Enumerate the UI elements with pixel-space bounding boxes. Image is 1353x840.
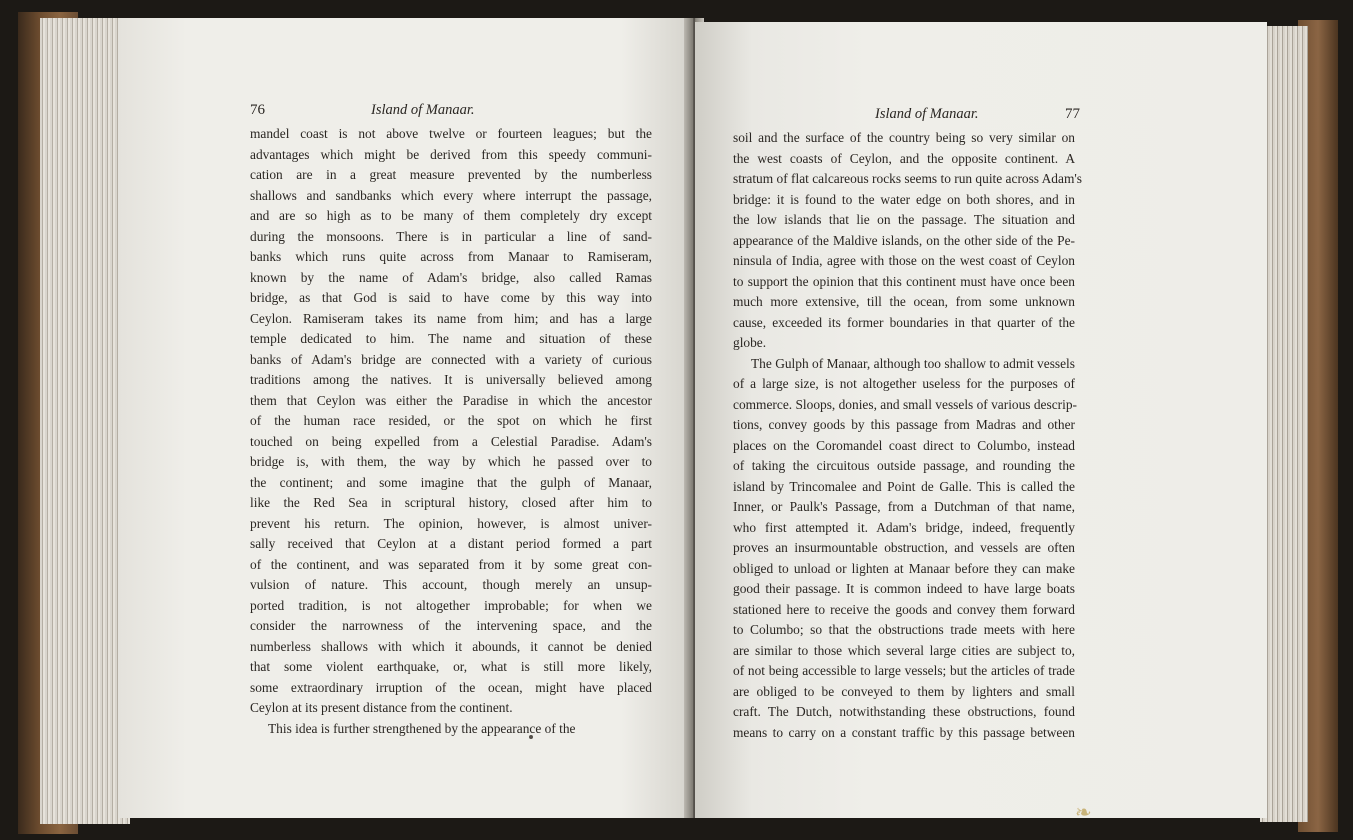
text-line: of not being accessible to large vessels; but the articles of trade — [733, 663, 1075, 678]
text-line: proves an insurmountable obstruction, and vessels are often — [733, 540, 1075, 555]
text-line: The Gulph of Manaar, although too shallow to admit vessels — [751, 355, 1075, 371]
text-line: temple dedicated to him. The name and situation of these — [250, 331, 652, 346]
text-line: bridge: it is found to the water edge on both shores, and in — [733, 191, 1075, 207]
text-line: shallows and sandbanks which every where interrupt the passage, — [250, 187, 652, 203]
ink-mark — [529, 735, 533, 739]
text-line: island by Trincomalee and Point de Galle. This is called the — [733, 478, 1075, 494]
text-line: advantages which might be derived from this speedy communi- — [250, 146, 652, 162]
library-stamp-icon: ❧ — [1075, 800, 1092, 824]
text-line: mandel coast is not above twelve or fourteen leagues; but the — [250, 126, 652, 141]
text-line: of taking the circuitous outside passage, and rounding the — [733, 458, 1075, 473]
text-line: globe. — [733, 335, 767, 350]
text-line: craft. The Dutch, notwithstanding these obstructions, found — [733, 704, 1075, 719]
text-line: means to carry on a constant traffic by this passage between — [733, 724, 1075, 740]
text-line: much more extensive, till the ocean, from some unknown — [733, 294, 1075, 309]
left-page — [118, 18, 690, 818]
text-line: bridge is, with them, the way by which he passed over to — [250, 454, 652, 469]
text-line: to Columbo; so that the obstructions trade meets with here — [733, 622, 1075, 637]
text-line: banks which runs quite across from Manaar to Ramiseram, — [250, 249, 652, 264]
text-line: commerce. Sloops, donies, and small vessels of various descrip- — [733, 396, 1077, 412]
text-line: sally received that Ceylon at a distant period formed a part — [250, 536, 652, 551]
text-line: vulsion of nature. This account, though merely an unsup- — [250, 577, 652, 592]
text-line: cause, exceeded its former boundaries in that quarter of the — [733, 314, 1075, 330]
text-line: prevent his return. The opinion, however, is almost univer- — [250, 515, 652, 531]
text-line: numberless shallows with which it abounds, it cannot be denied — [250, 638, 652, 654]
text-line: traditions among the natives. It is universally believed among — [250, 372, 652, 387]
text-line: Inner, or Paulk's Passage, from a Dutchman of that name, — [733, 499, 1075, 514]
text-line: consider the narrowness of the intervening space, and the — [250, 618, 652, 633]
text-line: and are so high as to be many of them completely dry except — [250, 208, 652, 223]
text-line: Ceylon at its present distance from the continent. — [250, 700, 513, 715]
right-page — [695, 22, 1267, 818]
text-line: ninsula of India, agree with those on the west coast of Ceylon — [733, 253, 1075, 268]
text-line: good their passage. It is common indeed to have large boats — [733, 581, 1075, 596]
text-line: are obliged to be conveyed to them by lighters and small — [733, 683, 1075, 699]
text-line: the west coasts of Ceylon, and the opposite continent. A — [733, 150, 1075, 166]
text-line: tions, convey goods by this passage from Madras and other — [733, 417, 1075, 432]
text-line: places on the Coromandel coast direct to Columbo, instead — [733, 437, 1075, 453]
text-line: them that Ceylon was either the Paradise in which the ancestor — [250, 392, 652, 408]
text-line: are similar to those which several large cities are subject to, — [733, 642, 1075, 658]
text-line: to support the opinion that this continent must have once been — [733, 273, 1075, 289]
text-line: the low islands that lie on the passage. The situation and — [733, 212, 1075, 227]
text-line: soil and the surface of the country being so very similar on — [733, 130, 1075, 145]
left-running-head: Island of Manaar. — [371, 102, 475, 118]
text-line: stationed here to receive the goods and convey them forward — [733, 601, 1075, 617]
text-line: some extraordinary irruption of the ocean, might have placed — [250, 679, 652, 695]
text-line: during the monsoons. There is in particular a line of sand- — [250, 228, 652, 244]
text-line: This idea is further strengthened by the appearance of the — [268, 720, 576, 736]
text-line: ported tradition, is not altogether improbable; for when we — [250, 597, 652, 613]
text-line: touched on being expelled from a Celestial Paradise. Adam's — [250, 433, 652, 449]
text-line: who first attempted it. Adam's bridge, indeed, frequently — [733, 519, 1075, 535]
left-page-number: 76 — [250, 102, 265, 118]
text-line: stratum of flat calcareous rocks seems to run quite across Adam's — [733, 171, 1082, 186]
text-line: of the human race resided, or the spot on which he first — [250, 413, 652, 428]
right-page-text — [733, 128, 1082, 743]
text-line: that some violent earthquake, or, what is still more likely, — [250, 659, 652, 674]
text-line: like the Red Sea in scriptural history, closed after him to — [250, 495, 652, 510]
text-line: of the continent, and was separated from it by some great con- — [250, 556, 652, 572]
text-line: the continent; and some imagine that the gulph of Manaar, — [250, 474, 652, 490]
right-running-head: Island of Manaar. — [875, 106, 979, 122]
right-page-number: 77 — [1065, 106, 1080, 122]
left-page-text — [250, 124, 652, 739]
text-line: banks of Adam's bridge are connected with a variety of curious — [250, 351, 652, 367]
text-line: appearance of the Maldive islands, on the other side of the Pe- — [733, 232, 1075, 248]
text-line: bridge, as that God is said to have come by this way into — [250, 290, 652, 305]
page-edges-right — [1260, 26, 1308, 822]
text-line: Ceylon. Ramiseram takes its name from him; and has a large — [250, 310, 652, 326]
text-line: known by the name of Adam's bridge, also called Ramas — [250, 269, 652, 285]
page-edges-left — [40, 18, 130, 824]
text-line: obliged to unload or lighten at Manaar before they can make — [733, 560, 1075, 576]
text-line: of a large size, is not altogether useless for the purposes of — [733, 376, 1075, 391]
text-line: cation are in a great measure prevented by the numberless — [250, 167, 652, 182]
